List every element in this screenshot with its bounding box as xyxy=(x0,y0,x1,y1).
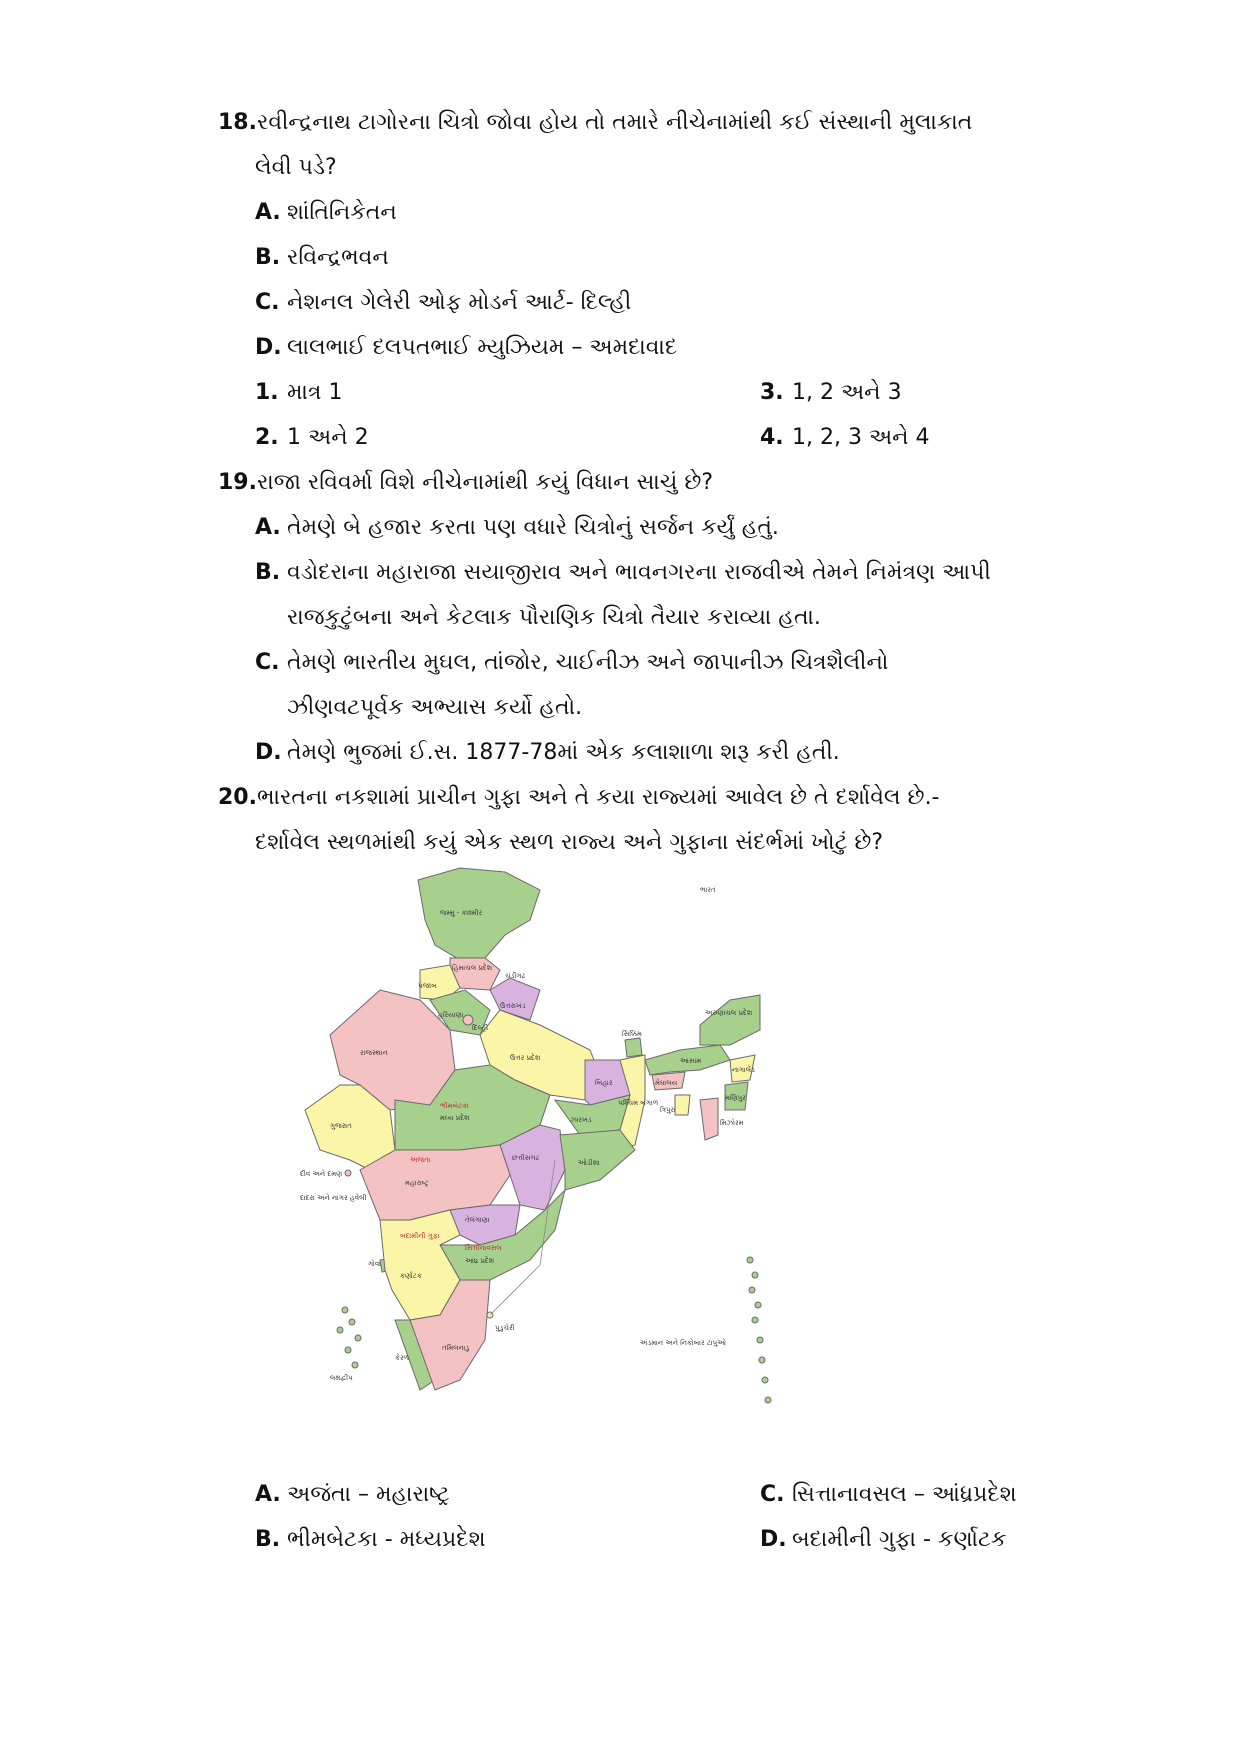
q18-option-b[interactable]: B. રવિન્દ્રભવન xyxy=(255,245,389,270)
q20-option-a[interactable]: A. અજંતા – મહારાષ્ટ્ર xyxy=(255,1482,450,1507)
map-label-as: આસામ xyxy=(680,1057,702,1065)
map-label-badami: બદામીની ગુફા xyxy=(400,1232,440,1240)
q20-line1 xyxy=(218,783,940,813)
q19-number: 19. xyxy=(218,470,257,495)
q18-option-d[interactable]: D. લાલભાઈ દલપતભાઈ મ્યુઝિયમ – અમદાવાદ xyxy=(255,335,678,360)
q18-option-a[interactable]: A. શાંતિનિકેતન xyxy=(255,200,397,225)
q20-option-d[interactable]: D. બદામીની ગુફા - કર્ણાટક xyxy=(760,1527,1007,1552)
map-label-jk: જમ્મુ - કાશ્મીર xyxy=(440,909,483,917)
map-label-an: અંડમાન અને નિકોબાર ટાપુઓ xyxy=(640,1339,727,1347)
map-label-ajanta: અજંતા xyxy=(410,1156,431,1164)
map-label-uk: ઉત્તરાખંડ xyxy=(500,1002,526,1010)
q18-number: 18. xyxy=(218,110,257,135)
q18-answer-4[interactable]: 4. 1, 2, 3 અને 4 xyxy=(760,425,930,450)
map-label-mn: મણિપુર xyxy=(725,1094,746,1102)
map-label-kl: કેરળ xyxy=(395,1354,410,1362)
q19-option-a[interactable]: A. તેમણે બે હજાર કરતા પણ વધારે ચિત્રોનું સર્જન કર્યું હતું. xyxy=(255,515,779,540)
map-label-hp: હિમાચલ પ્રદેશ xyxy=(452,964,493,972)
map-label-br: બિહાર xyxy=(595,1079,613,1087)
map-label-bhimbetka: ભીમબેટકા xyxy=(440,1102,469,1110)
q19-option-c[interactable]: C. તેમણે ભારતીય મુઘલ, તાંજોર, ચાઈનીઝ અને જાપાનીઝ ચિત્રશૈલીનો xyxy=(255,650,889,675)
q20-text: ભારતના નકશામાં પ્રાચીન ગુફા અને તે કયા રાજ્યમાં આવેલ છે તે દર્શાવેલ છે.- xyxy=(256,785,940,810)
q19-option-b-cont: રાજકુટુંબના અને કેટલાક પૌરાણિક ચિત્રો તૈયાર કરાવ્યા હતા. xyxy=(287,605,821,630)
map-label-tn: તમિલનાડુ xyxy=(442,1344,470,1352)
india-map-svg xyxy=(300,860,860,1455)
region-diu xyxy=(345,1170,351,1176)
map-label-ts: તેલંગાણા xyxy=(465,1216,490,1224)
map-label-wb: પશ્ચિમ બંગાળ xyxy=(618,1099,659,1107)
q18-line1 xyxy=(218,108,972,138)
map-label-mz: મિઝોરમ xyxy=(720,1119,744,1127)
q19-line1 xyxy=(218,468,713,498)
region-an xyxy=(747,1257,771,1403)
map-label-jh: ઝારખંડ xyxy=(570,1116,592,1124)
q20-option-b[interactable]: B. ભીમબેટકા - મધ્યપ્રદેશ xyxy=(255,1527,486,1552)
region-tr xyxy=(675,1095,690,1115)
map-label-gj: ગુજરાત xyxy=(330,1122,352,1130)
map-label-nl: નાગાલેંડ xyxy=(732,1066,755,1074)
q18-text: રવીન્દ્રનાથ ટાગોરના ચિત્રો જોવા હોય તો તમારે નીચેનામાંથી કઈ સંસ્થાની મુલાકાત xyxy=(256,110,973,135)
map-label-hr: હરિયાણા xyxy=(438,1011,464,1019)
map-label-chd: ચંડીગઢ xyxy=(505,972,526,980)
map-label-ml: મેઘાલય xyxy=(655,1079,678,1087)
map-label-rj: રાજસ્થાન xyxy=(360,1049,388,1057)
q20-number: 20. xyxy=(218,785,257,810)
map-label-mp: મધ્ય પ્રદેશ xyxy=(440,1114,470,1122)
q18-option-c[interactable]: C. નેશનલ ગેલેરી ઓફ મોડર્ન આર્ટ- દિલ્હી xyxy=(255,290,632,315)
map-label-pb: પંજાબ xyxy=(418,982,437,990)
q20-line2: દર્શાવેલ સ્થળમાંથી કયું એક સ્થળ રાજ્ય અને ગુફાના સંદર્ભમાં ખોટું છે? xyxy=(255,830,884,855)
map-label-tr: ત્રિપુરા xyxy=(660,1106,676,1114)
map-label-py: પુડુચેરી xyxy=(495,1324,515,1332)
q19-option-d[interactable]: D. તેમણે ભુજમાં ઈ.સ. 1877-78માં એક કલાશાળા શરૂ કરી હતી. xyxy=(255,740,840,765)
q18-answer-1[interactable]: 1. માત્ર 1 xyxy=(255,380,343,405)
q18-line2: લેવી પડે? xyxy=(255,155,337,180)
map-label-sittanavasal: સિત્તાનાવસલ xyxy=(465,1244,502,1252)
map-label-od: ઓડીશા xyxy=(578,1159,600,1167)
region-sk xyxy=(625,1038,642,1057)
map-label-ka: કર્ણાટક xyxy=(400,1272,422,1280)
q18-answer-2[interactable]: 2. 1 અને 2 xyxy=(255,425,369,450)
region-mz xyxy=(700,1098,718,1140)
q19-option-c-cont: ઝીણવટપૂર્વક અભ્યાસ કર્યો હતો. xyxy=(287,695,583,720)
q19-text: રાજા રવિવર્મા વિશે નીચેનામાંથી કયું વિધાન સાચું છે? xyxy=(256,470,714,495)
map-label-mh: મહારાષ્ટ્ર xyxy=(405,1179,429,1187)
map-label-ld: લક્ષદ્વીપ xyxy=(330,1374,353,1382)
map-label-diu: દીવ અને દમણ xyxy=(300,1170,343,1178)
map-label-cg: છત્તીસગઢ xyxy=(512,1154,540,1162)
map-label-dl: દિલ્હી xyxy=(472,1024,489,1032)
map-label-sk: સિક્કિમ xyxy=(622,1030,642,1038)
region-ar xyxy=(700,995,760,1045)
india-map xyxy=(300,860,860,1455)
map-title: ભારત xyxy=(700,886,716,894)
region-ld xyxy=(337,1307,361,1368)
q18-answer-3[interactable]: 3. 1, 2 અને 3 xyxy=(760,380,902,405)
map-label-up: ઉત્તર પ્રદેશ xyxy=(510,1054,541,1062)
map-label-ar: અરુણાચલ પ્રદેશ xyxy=(705,1009,753,1017)
map-label-dnh: દાદરા અને નાગર હવેલી xyxy=(300,1194,367,1202)
map-label-ap: આંધ્ર પ્રદેશ xyxy=(465,1257,495,1265)
q19-option-b[interactable]: B. વડોદરાના મહારાજા સયાજીરાવ અને ભાવનગરના રાજવીએ તેમને નિમંત્રણ આપી xyxy=(255,560,991,585)
map-label-goa: ગોવા xyxy=(368,1260,381,1268)
q20-option-c[interactable]: C. સિત્તાનાવસલ – આંધ્રપ્રદેશ xyxy=(760,1482,1017,1507)
